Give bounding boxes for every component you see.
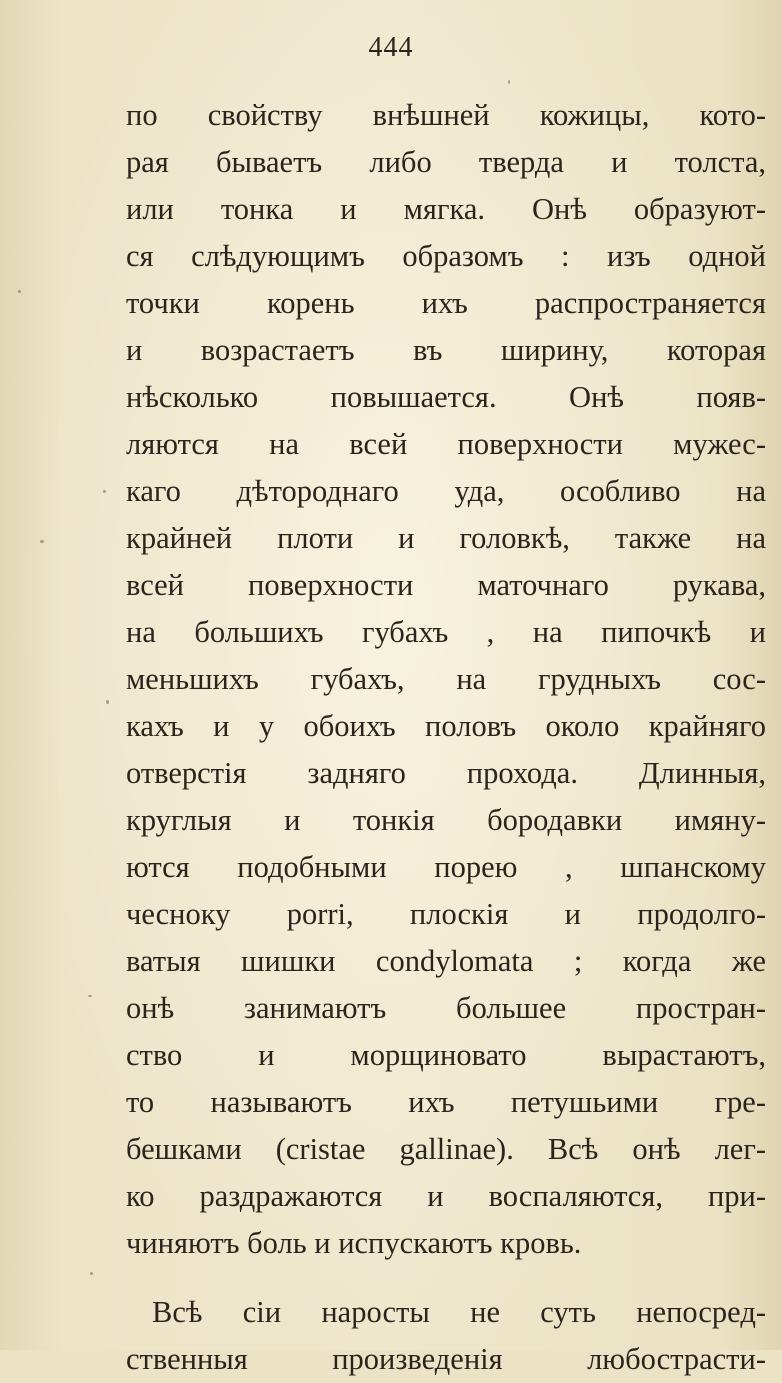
ink-speck	[508, 80, 510, 84]
text-line: на большихъ губахъ , на пипочкѣ и	[126, 615, 766, 649]
text-line: и возрастаетъ въ ширину, которая	[126, 333, 766, 367]
text-line: по свойству внѣшней кожицы, кото-	[126, 98, 766, 132]
text-line: онѣ занимаютъ большее простран-	[126, 991, 766, 1025]
ink-speck	[88, 995, 92, 997]
text-line: бешками (cristae gallinae). Всѣ онѣ лег-	[126, 1132, 766, 1166]
paragraph	[126, 1289, 766, 1383]
text-line: рая бываетъ либо тверда и толста,	[126, 145, 766, 179]
text-line: всей поверхности маточнаго рукава,	[126, 568, 766, 602]
ink-speck	[90, 1272, 93, 1275]
text-line: крайней плоти и головкѣ, также на	[126, 521, 766, 555]
text-line: ются подобными порею , шпанскому	[126, 850, 766, 884]
text-line: ляются на всей поверхности мужес-	[126, 427, 766, 461]
ink-speck	[18, 290, 21, 293]
text-line: нѣсколько повышается. Онѣ появ-	[126, 380, 766, 414]
ink-speck	[106, 700, 109, 704]
text-line: или тонка и мягка. Онѣ образуют-	[126, 192, 766, 226]
text-line: ко раздражаются и воспаляются, при-	[126, 1179, 766, 1213]
ink-speck	[103, 490, 106, 493]
text-line: круглыя и тонкія бородавки имяну-	[126, 803, 766, 837]
text-line: кахъ и у обоихъ половъ около крайняго	[126, 709, 766, 743]
text-line: ся слѣдующимъ образомъ : изъ одной	[126, 239, 766, 273]
body-text	[126, 92, 766, 1383]
paragraph-gap	[126, 1267, 766, 1289]
text-line: отверстія задняго прохода. Длинныя,	[126, 756, 766, 790]
text-line: ственныя произведенія любострасти-	[126, 1342, 766, 1376]
text-line: чесноку porri, плоскія и продолго-	[126, 897, 766, 931]
text-line: то называютъ ихъ петушьими гре-	[126, 1085, 766, 1119]
text-line: точки корень ихъ распространяется	[126, 286, 766, 320]
text-line: Всѣ сіи наросты не суть непосред-	[152, 1295, 766, 1329]
ink-speck	[40, 540, 44, 543]
text-line: ство и морщиновато вырастаютъ,	[126, 1038, 766, 1072]
text-line: каго дѣтороднаго уда, особливо на	[126, 474, 766, 508]
page-number: 444	[368, 32, 414, 63]
paragraph	[126, 92, 766, 1267]
text-line: меньшихъ губахъ, на грудныхъ сос-	[126, 662, 766, 696]
text-line: ватыя шишки condylomata ; когда же	[126, 944, 766, 978]
text-line: чиняютъ боль и испускаютъ кровь.	[126, 1226, 582, 1260]
